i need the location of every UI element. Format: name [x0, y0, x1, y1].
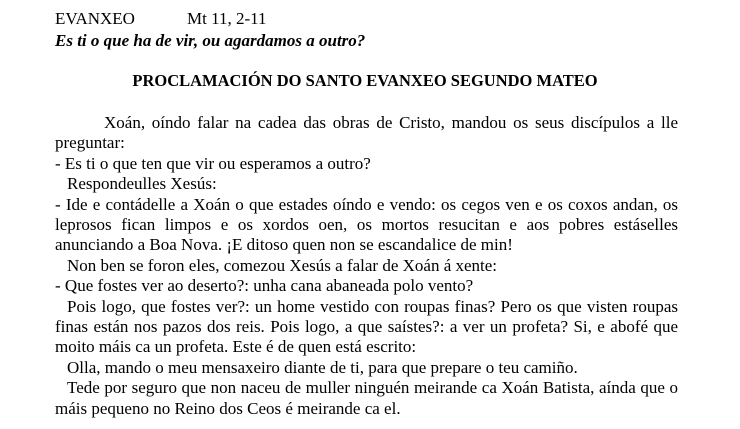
- paragraph: - Que fostes ver ao deserto?: unha cana abaneada polo vento?: [55, 276, 474, 296]
- paragraph: - Ide e contádelle a Xoán o que estades oíndo e vendo: os cegos ven e os coxos andan, os leprosos fican limpos e os xordos oen, os mortos resucitan e aos pobres estáselles anunciando a Boa Nova. ¡E ditoso quen non se escandalice de min!: [55, 194, 678, 255]
- paragraph: Xoán, oíndo falar na cadea das obras de Cristo, mandou os seus discípulos a lle preguntar:: [55, 113, 678, 153]
- header-reference: Mt 11, 2-11: [187, 9, 267, 28]
- header-label: EVANXEO: [55, 9, 135, 28]
- paragraph: Pois logo, que fostes ver?: un home vestido con roupas finas? Pero os que visten roupas finas están nos pazos dos reis. Pois logo, a que saístes?: a ver un profeta? Si, e abofé que moito máis ca un profeta. Este é de quen está escrito:: [55, 296, 678, 357]
- section-title: PROCLAMACIÓN DO SANTO EVANXEO SEGUNDO MATEO: [132, 71, 598, 90]
- paragraph: Tede por seguro que non naceu de muller ninguén meirande ca Xoán Batista, aínda que o máis pequeno no Reino dos Ceos é meirande ca el.: [55, 378, 678, 418]
- document-header: [55, 9, 267, 29]
- document-subtitle: Es ti o que ha de vir, ou agardamos a outro?: [55, 31, 366, 50]
- paragraph: Olla, mando o meu mensaxeiro diante de ti, para que prepare o teu camiño.: [67, 357, 578, 377]
- paragraph: Respondeulles Xesús:: [67, 174, 217, 194]
- paragraph: Non ben se foron eles, comezou Xesús a falar de Xoán á xente:: [67, 255, 498, 275]
- gospel-text: [55, 113, 678, 419]
- paragraph: - Es ti o que ten que vir ou esperamos a outro?: [55, 153, 371, 173]
